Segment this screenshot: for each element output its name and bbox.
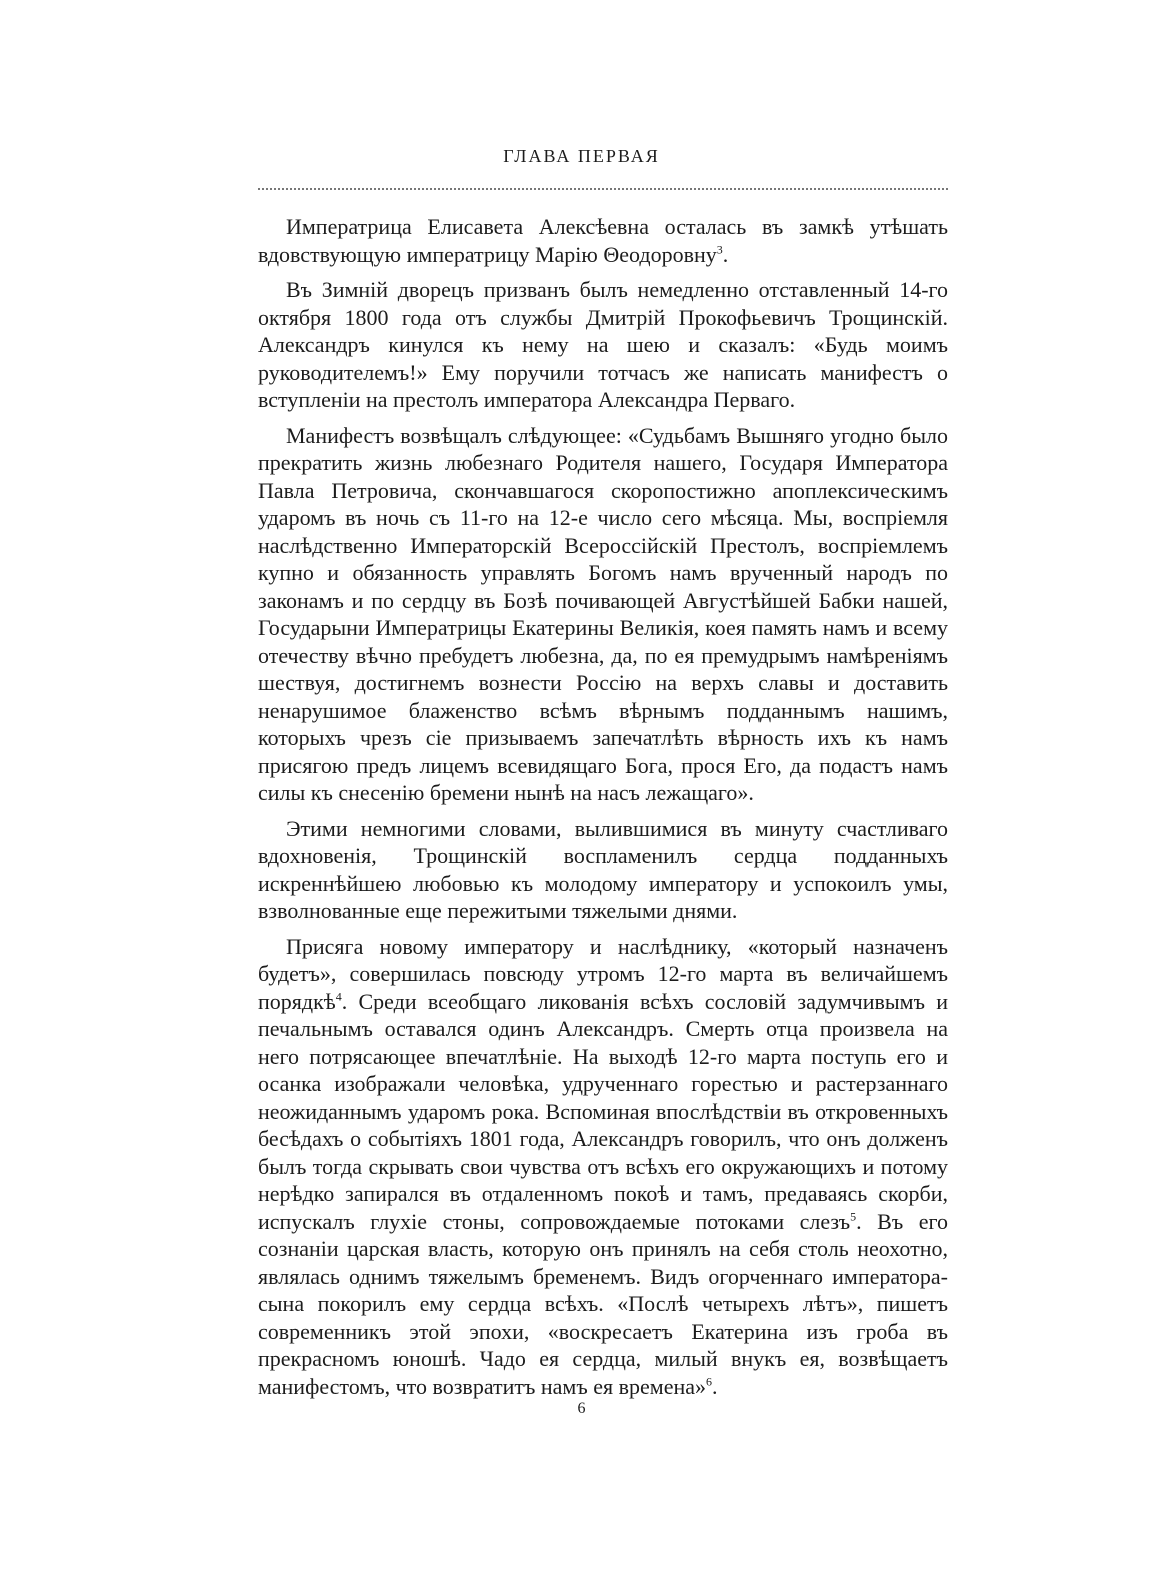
footnote-ref-5[interactable]: 5 bbox=[850, 1209, 857, 1224]
paragraph-1-text: Императрица Елисавета Алексѣевна осталась въ замкѣ утѣшать вдовствующую императрицу Марію Θеодоровну bbox=[258, 214, 948, 267]
paragraph-3 bbox=[258, 422, 948, 807]
body-text bbox=[258, 213, 948, 1408]
paragraph-4 bbox=[258, 815, 948, 925]
footnote-ref-3[interactable]: 3 bbox=[716, 242, 723, 257]
paragraph-2-text: Въ Зимній дворецъ призванъ былъ немедленно отставленный 14-го октября 1800 года отъ службы Дмитрій Прокофьевичъ Трощинскій. Александръ кинулся къ нему на шею и сказалъ: «Будь моимъ руководителемъ!» Ему поручили тотчасъ же написать манифестъ о вступленіи на престолъ императора Александра Перваго. bbox=[258, 277, 948, 412]
paragraph-5-text-b: . Среди всеобщаго ликованія всѣхъ сословій задумчивымъ и печальнымъ оставался одинъ Александръ. Смерть отца произвела на него потрясающее впечатлѣніе. На выходѣ 12-го марта поступь его и осанка изображали человѣка, удрученнаго горестью и растерзаннаго неожиданнымъ ударомъ рока. Вспоминая впослѣдствіи въ откровенныхъ бесѣдахъ о событіяхъ 1801 года, Александръ говорилъ, что онъ долженъ былъ тогда скрывать свои чувства отъ всѣхъ его окружающихъ и потому нерѣдко запирался въ отдаленномъ покоѣ и тамъ, предаваясь скорби, испускалъ глухіе стоны, сопровождаемые потоками слезъ bbox=[258, 988, 948, 1234]
paragraph-3-text: Манифестъ возвѣщалъ слѣдующее: «Судьбамъ Вышняго угодно было прекратить жизнь любезнаго Родителя нашего, Государя Императора Павла Петровича, скончавшагося скоропостижно апоплексическимъ ударомъ въ ночь съ 11-го на 12-е число сего мѣсяца. Мы, воспріемля наслѣдственно Императорскій Всероссійскій Престолъ, воспріемлемъ купно и обязанность управлять Богомъ намъ врученный народъ по законамъ и по сердцу въ Бозѣ почивающей Августѣйшей Бабки нашей, Государыни Императрицы Екатерины Великія, коея память намъ и всему отечеству вѣчно пребудетъ любезна, да, по ея премудрымъ намѣреніямъ шествуя, достигнемъ вознести Россію на верхъ славы и доставить ненарушимое блаженство всѣмъ вѣрнымъ подданнымъ нашимъ, которыхъ чрезъ сіе призываемъ запечатлѣть вѣрность ихъ къ намъ присягою предъ лицемъ всевидящаго Бога, прося Его, да подастъ намъ силы къ снесенію бремени нынѣ на насъ лежащаго». bbox=[258, 422, 948, 805]
paragraph-2 bbox=[258, 276, 948, 414]
paragraph-1 bbox=[258, 213, 948, 268]
paragraph-5-end: . bbox=[712, 1373, 718, 1399]
page-number: 6 bbox=[577, 1400, 586, 1417]
footnote-ref-4[interactable]: 4 bbox=[335, 989, 342, 1004]
paragraph-5-text-c: . Въ его сознаніи царская власть, которую онъ принялъ на себя столь неохотно, являлась однимъ тяжелымъ бременемъ. Видъ огорченнаго императора-сына покорилъ ему сердца всѣхъ. «Послѣ четырехъ лѣтъ», пишетъ современникъ этой эпохи, «воскресаетъ Екатерина изъ гроба въ прекрасномъ юношѣ. Чадо ея сердца, милый внукъ ея, возвѣщаетъ манифестомъ, что возвратитъ намъ ея времена» bbox=[258, 1208, 948, 1399]
chapter-heading: ГЛАВА ПЕРВАЯ bbox=[503, 146, 660, 166]
header-rule bbox=[258, 188, 948, 190]
paragraph-4-text: Этими немногими словами, вылившимися въ минуту счастливаго вдохновенія, Трощинскій воспламенилъ сердца подданныхъ искреннѣйшею любовью къ молодому императору и успокоилъ умы, взволнованные еще пережитыми тяжелыми днями. bbox=[258, 815, 948, 923]
paragraph-5 bbox=[258, 933, 948, 1401]
footnote-ref-6[interactable]: 6 bbox=[706, 1374, 712, 1389]
paragraph-1-end: . bbox=[722, 241, 729, 267]
paragraph-5-text-a: Присяга новому императору и наслѣднику, «который назначенъ будетъ», совершилась повсюду утромъ 12-го марта въ величайшемъ порядкѣ bbox=[258, 933, 948, 1014]
